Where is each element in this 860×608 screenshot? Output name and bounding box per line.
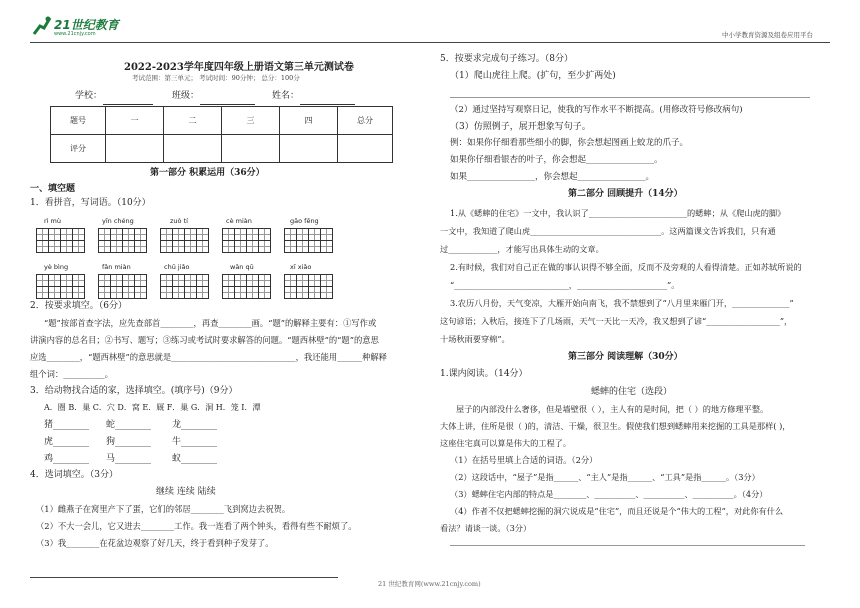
writing-grid[interactable] <box>98 228 146 253</box>
q3-answer: 狗________ <box>106 437 152 447</box>
part2-q1-line2: 一文中，我知道了爬山虎________________________________。这两篇课文告诉我们，只有通 <box>440 226 776 236</box>
q3-text: 3．给动物找合适的家，选择填空。(填序号)（9分） <box>30 386 238 396</box>
pinyin-label: yīn chéng <box>102 217 134 225</box>
q4-item1: （1）雌燕子在窝里产下了蛋，它们的邻居________飞到窝边去祝贺。 <box>36 504 291 514</box>
runner-logo-icon <box>30 14 54 38</box>
writing-grid[interactable] <box>284 274 332 299</box>
left-footer-rule <box>30 577 338 578</box>
part3-sub4-line1: （4）作者不仅把蟋蟀挖掘的洞穴说成是“住宅”，而且还说是个“伟大的工程”，对此你有什么 <box>450 506 784 516</box>
score-header-cell: 总分 <box>338 107 393 135</box>
part2-q2-line2: “____________________________，______________________”。 <box>450 280 680 290</box>
pinyin-label: rì mù <box>44 217 61 225</box>
site-logo <box>30 12 130 40</box>
writing-grid[interactable] <box>222 274 270 299</box>
q3-answer: 龙________ <box>172 420 218 430</box>
q3-answer: 蛇________ <box>106 420 152 430</box>
pinyin-label: cè miàn <box>226 217 252 225</box>
part3-answer-line[interactable] <box>450 545 805 546</box>
part3-sub3: （3）蟋蟀住宅内部的特点是________、__________、__________、__________。（4分） <box>450 489 768 499</box>
writing-grid[interactable] <box>98 274 146 299</box>
part2-q3-line3: 十场秋雨要穿棉”。 <box>440 334 510 344</box>
q2-line2: 讲演内容的总名目；②书写、题写；③练习或考试时要求解答的问题。“题西林壁”的“题”的意思 <box>30 335 379 345</box>
q5-text: 5．按要求完成句子练习。（8分） <box>440 54 573 64</box>
q5-sentence-a: 如果你仔细看银杏的叶子，你会想起________________。 <box>450 155 663 165</box>
pinyin-label: gāo fēng <box>290 217 319 225</box>
score-cell[interactable] <box>106 135 164 163</box>
q5-item3: （3）仿照例子，展开想象写句子。 <box>450 122 591 132</box>
section-fill-blank: 一、填空题 <box>30 184 76 194</box>
q3-answer: 鸡________ <box>44 454 90 464</box>
part2-q3-line1: 3.农历八月份，天气变凉，大雁开始向南飞，我不禁想到了“八月里来雁门开，______________” <box>450 298 794 308</box>
q3-answer: 蚁________ <box>172 454 218 464</box>
exam-info: 考试范围：第三单元； 考试时间：90分钟； 总分：100分 <box>132 74 300 82</box>
score-cell[interactable] <box>222 135 280 163</box>
pinyin-label: wān qū <box>230 263 254 271</box>
q3-answer: 虎________ <box>44 437 90 447</box>
passage-title: 蟋蟀的住宅（选段） <box>591 387 673 397</box>
platform-note: 中小学教育资源及组卷应用平台 <box>722 31 813 39</box>
writing-grid[interactable] <box>36 274 84 299</box>
score-cell[interactable] <box>280 135 338 163</box>
q5-sentence-b: 如果________________，你会想起________________。 <box>450 172 655 182</box>
name-label: 姓名： <box>272 91 300 101</box>
passage-line3: 这座住宅真可以算是伟大的工程了。 <box>440 438 572 448</box>
part2-title: 第二部分 回顾提升（14分） <box>568 189 683 199</box>
header-rule <box>30 42 830 43</box>
pinyin-label: yè bìng <box>44 263 69 271</box>
q5-item1: （1）爬山虎往上爬。(扩句，至少扩两处) <box>450 71 616 81</box>
footer-text: 21 世纪教育网(www.21cnjy.com) <box>378 580 481 588</box>
score-table <box>50 106 393 163</box>
writing-grid[interactable] <box>284 228 332 253</box>
part3-q1: 1.课内阅读。（14分） <box>440 369 528 379</box>
part3-sub1: （1）在括号里填上合适的词语。（2分） <box>450 455 598 465</box>
pinyin-label: chū jiǎo <box>164 263 190 271</box>
writing-grid[interactable] <box>222 228 270 253</box>
q2-line1: “题”按部首查字法，应先查部首________，再查________画。“题”的解释主要有：①写作或 <box>44 318 377 328</box>
score-header-cell: 题号 <box>51 107 106 135</box>
q4-item3: （3）我________在花盆边观察了好几天，终于看到种子发芽了。 <box>36 538 274 548</box>
q2-line4: 组个词：__________。 <box>30 369 113 379</box>
q3-answer: 猪________ <box>44 420 90 430</box>
part2-q1-line3: 过____________，才能写出具体生动的文章。 <box>440 244 604 254</box>
score-value-row <box>51 135 393 163</box>
q3-answer: 牛________ <box>172 437 218 447</box>
pinyin-label: fǎn miàn <box>102 263 131 271</box>
score-header-cell: 三 <box>222 107 280 135</box>
paper-title: 2022-2023学年度四年级上册语文第三单元测试卷 <box>124 62 354 73</box>
score-row-label: 评分 <box>51 135 106 163</box>
q5-answer-line[interactable] <box>450 97 810 98</box>
part2-q2-line1: 2.有时候，我们对自己正在做的事认识得不够全面，反而不及旁观的人看得清楚。正如苏轼所说的 <box>450 262 802 272</box>
score-cell[interactable] <box>164 135 222 163</box>
q5-example: 例：如果你仔细看那些细小的脚，你会想起图画上蛟龙的爪子。 <box>450 138 689 148</box>
score-header-row <box>51 107 393 135</box>
q5-item2: （2）通过坚持写观察日记，使我的写作水平不断提高。(用修改符号修改病句) <box>450 105 743 115</box>
pinyin-label: zuò tí <box>170 217 188 225</box>
part3-title: 第三部分 阅读理解（30分） <box>568 352 683 362</box>
passage-line2: 大体上讲，住所是很（ )的，清洁、干燥，很卫生。假使我们想到蟋蟀用来挖掘的工具是那样( )， <box>440 421 791 431</box>
q4-item2: （2）不大一会儿，它又进去________工作。我一连看了两个钟头，看得有些不耐烦了。 <box>36 521 357 531</box>
q4-text: 4．选词填空。（3分） <box>30 470 118 480</box>
passage-line1: 屋子的内部没什么奢侈，但是墙壁很（ ），主人有的是时间，把（ ）的地方修理平整。 <box>456 404 769 414</box>
part2-q1-line1: 1.从《蟋蟀的住宅》一文中，我认识了________________________的蟋蟀；从《爬山虎的脚》 <box>450 208 786 218</box>
pinyin-label: xī xiǎo <box>290 263 312 271</box>
writing-grid[interactable] <box>160 228 208 253</box>
class-label: 班级： <box>172 91 200 101</box>
score-header-cell: 四 <box>280 107 338 135</box>
q3-answer: 马________ <box>106 454 152 464</box>
logo-text: 21世纪教育 <box>54 18 119 32</box>
q4-word-bank: 继续 连续 陆续 <box>156 487 216 497</box>
q2-text: 2．按要求填空。（6分） <box>30 301 127 311</box>
score-header-cell: 一 <box>106 107 164 135</box>
q2-line3: 应选________，“题西林壁”的意思就是______________________________，我还能用______种解释 <box>30 352 387 362</box>
part2-q3-line2: 这句谚语；入秋后，接连下了几场雨，天气一天比一天冷，我又想到了谚“__________________”， <box>440 316 793 326</box>
part3-sub2: （2）这段话中，“屋子”是指______、“主人”是指______、“工具”是指______。（3分） <box>450 472 760 482</box>
writing-grid[interactable] <box>36 228 84 253</box>
part1-title: 第一部分 积累运用（36分） <box>150 168 265 178</box>
logo-url: www.21cnjy.com <box>54 31 96 37</box>
score-header-cell: 二 <box>164 107 222 135</box>
school-label: 学校： <box>75 91 103 101</box>
score-cell[interactable] <box>338 135 393 163</box>
q3-options: A．圈 B．巢 C．穴 D．窝 E．厩 F．巢 G．洞 H．笼 I．潭 <box>44 403 261 412</box>
part3-sub4-line2: 看法？请谈一谈。（3分） <box>440 523 532 533</box>
writing-grid[interactable] <box>160 274 208 299</box>
q1-text: 1．看拼音，写词语。（10分） <box>30 198 151 208</box>
